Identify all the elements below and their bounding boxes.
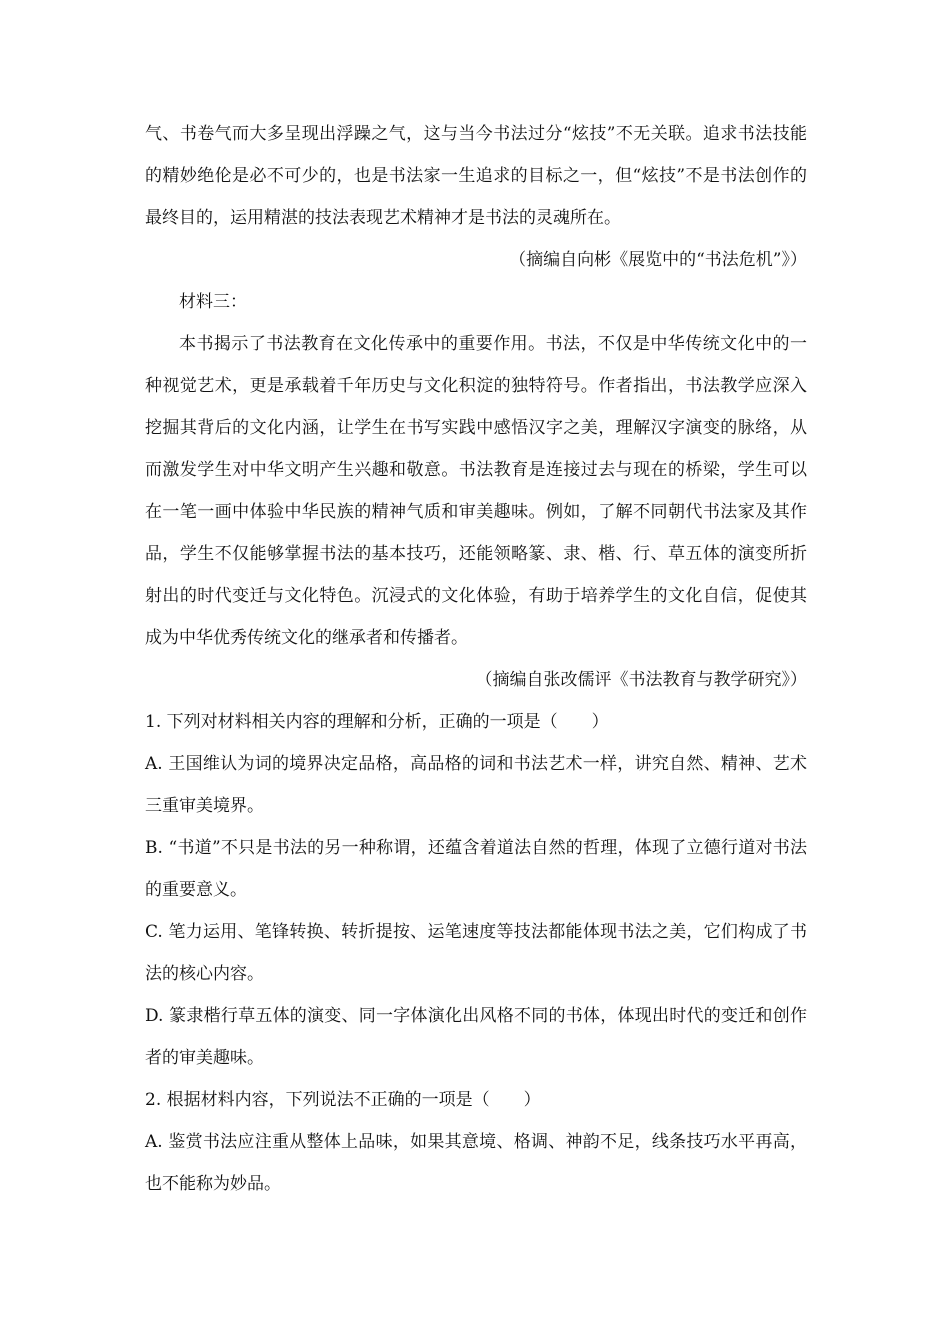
question-1-option-a: A. 王国维认为词的境界决定品格，高品格的词和书法艺术一样，讲究自然、精神、艺术三重审美境界。 [145,754,807,816]
material-heading-3: 材料三： [179,292,247,312]
question-2-stem: 2. 根据材料内容，下列说法不正确的一项是（ ） [145,1090,541,1110]
source-citation-2: （摘编自向彬《展览中的“书法危机”》） [509,250,807,270]
question-1-option-c: C. 笔力运用、笔锋转换、转折提按、运笔速度等技法都能体现书法之美，它们构成了书法的核心内容。 [145,922,807,984]
question-1-stem: 1. 下列对材料相关内容的理解和分析，正确的一项是（ ） [145,712,609,732]
question-1-option-d: D. 篆隶楷行草五体的演变、同一字体演化出风格不同的书体，体现出时代的变迁和创作者的审美趣味。 [145,1006,807,1068]
document-page [145,113,807,1205]
question-2-option-a: A. 鉴赏书法应注重从整体上品味，如果其意境、格调、神韵不足，线条技巧水平再高，也不能称为妙品。 [145,1132,807,1194]
source-citation-3: （摘编自张改儒评《书法教育与教学研究》） [475,670,807,690]
question-1-option-b: B. “书道”不只是书法的另一种称谓，还蕴含着道法自然的哲理，体现了立德行道对书法的重要意义。 [145,838,807,900]
material-3-paragraph: 本书揭示了书法教育在文化传承中的重要作用。书法，不仅是中华传统文化中的一种视觉艺术，更是承载着千年历史与文化积淀的独特符号。作者指出，书法教学应深入挖掘其背后的文化内涵，让学生在书写实践中感悟汉字之美，理解汉字演变的脉络，从而激发学生对中华文明产生兴趣和敬意。书法教育是连接过去与现在的桥梁，学生可以在一笔一画中体验中华民族的精神气质和审美趣味。例如，了解不同朝代书法家及其作品，学生不仅能够掌握书法的基本技巧，还能领略篆、隶、楷、行、草五体的演变所折射出的时代变迁与文化特色。沉浸式的文化体验，有助于培养学生的文化自信，促使其成为中华优秀传统文化的继承者和传播者。 [145,334,807,648]
paragraph-continued: 气、书卷气而大多呈现出浮躁之气，这与当今书法过分“炫技”不无关联。追求书法技能的精妙绝伦是必不可少的，也是书法家一生追求的目标之一，但“炫技”不是书法创作的最终目的，运用精湛的技法表现艺术精神才是书法的灵魂所在。 [145,124,807,228]
